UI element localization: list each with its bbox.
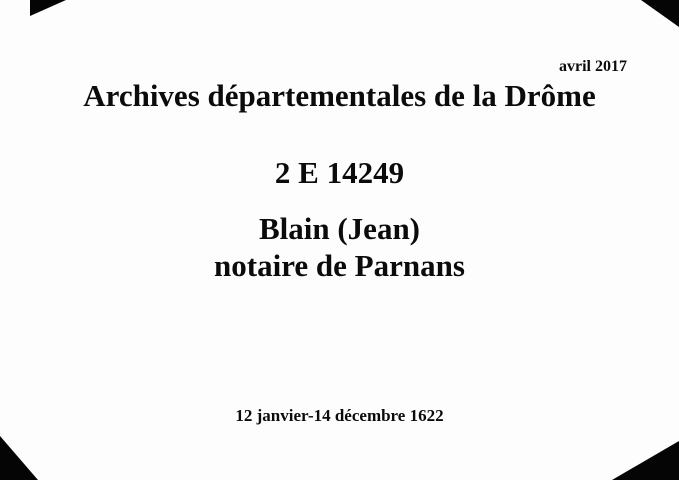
notary-name: Blain (Jean)	[258, 211, 421, 246]
scan-artifact-top-left	[30, 0, 66, 16]
archive-reference-number: 2 E 14249	[274, 155, 405, 190]
coverage-dates: 12 janvier-14 décembre 1622	[235, 406, 444, 425]
notary-role-line: notaire de Parnans	[214, 248, 465, 283]
scan-artifact-bottom-right	[612, 441, 679, 480]
scan-artifact-top-right	[641, 0, 679, 27]
scan-artifact-bottom-left	[0, 436, 38, 480]
issued-date-text: avril 2017	[559, 58, 627, 75]
institution-title: Archives départementales de la Drôme	[83, 78, 596, 113]
